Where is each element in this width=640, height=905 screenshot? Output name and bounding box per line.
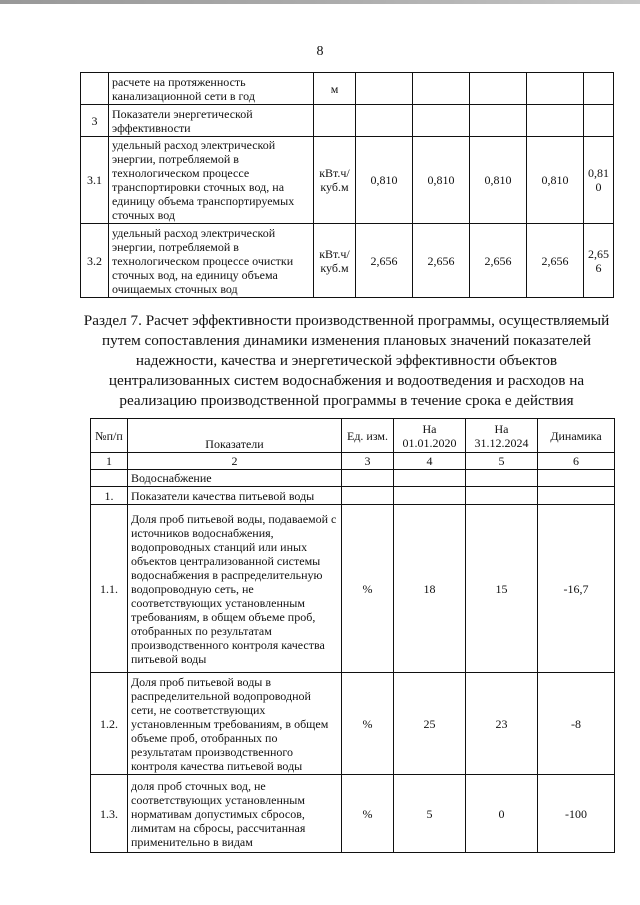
indicator-text: удельный расход электрической энергии, потребляемой в технологическом процессе транспортировки сточных вод, на единицу объема транспортируемых сточных вод (109, 137, 314, 224)
row-number: 3 (81, 105, 109, 137)
value-cell (538, 487, 615, 505)
unit-cell: м (314, 73, 356, 105)
indicator-text: Показатели качества питьевой воды (128, 487, 342, 505)
indicator-text: Показатели энергетической эффективности (109, 105, 314, 137)
top-indicators-table (80, 72, 614, 298)
column-number: 2 (128, 453, 342, 470)
header-start-date: На 01.01.2020 (394, 419, 466, 453)
value-cell (470, 105, 527, 137)
value-cell: 0,810 (356, 137, 413, 224)
value-cell (527, 73, 584, 105)
table-header-row (91, 419, 615, 453)
unit-cell: кВт.ч/куб.м (314, 224, 356, 298)
table-row (91, 470, 615, 487)
column-number-row (91, 453, 615, 470)
value-cell: 0,810 (413, 137, 470, 224)
table-row (91, 487, 615, 505)
table-row (81, 137, 614, 224)
unit-cell: % (342, 505, 394, 673)
value-cell: 2,656 (470, 224, 527, 298)
value-cell (394, 470, 466, 487)
value-cell: 0 (466, 775, 538, 853)
row-number: 3.2 (81, 224, 109, 298)
value-cell: 2,656 (413, 224, 470, 298)
scan-edge-artifact (0, 0, 640, 4)
value-cell (584, 73, 614, 105)
row-number (91, 470, 128, 487)
value-cell: 15 (466, 505, 538, 673)
page-number: 8 (316, 44, 324, 59)
header-unit: Ед. изм. (342, 419, 394, 453)
column-number: 6 (538, 453, 615, 470)
value-cell (584, 105, 614, 137)
unit-cell: % (342, 775, 394, 853)
value-cell: 0,810 (470, 137, 527, 224)
value-cell: 2,656 (527, 224, 584, 298)
value-cell (394, 487, 466, 505)
header-number: №п/п (91, 419, 128, 453)
row-number (81, 73, 109, 105)
value-cell: 25 (394, 673, 466, 775)
value-cell (470, 73, 527, 105)
column-number: 1 (91, 453, 128, 470)
unit-cell: % (342, 673, 394, 775)
value-cell (538, 470, 615, 487)
value-cell: 2,656 (584, 224, 614, 298)
value-cell (527, 105, 584, 137)
unit-cell (314, 105, 356, 137)
value-cell: 0,810 (527, 137, 584, 224)
unit-cell: кВт.ч/куб.м (314, 137, 356, 224)
row-number: 1.2. (91, 673, 128, 775)
value-cell (413, 105, 470, 137)
value-cell (413, 73, 470, 105)
column-number: 3 (342, 453, 394, 470)
value-cell (466, 487, 538, 505)
value-cell: 18 (394, 505, 466, 673)
efficiency-table (90, 418, 615, 853)
row-number: 1.1. (91, 505, 128, 673)
row-number: 1. (91, 487, 128, 505)
header-dynamics: Динамика (538, 419, 615, 453)
column-number: 4 (394, 453, 466, 470)
table-row (81, 73, 614, 105)
value-cell (356, 105, 413, 137)
header-end-date: На 31.12.2024 (466, 419, 538, 453)
indicator-text: Доля проб питьевой воды, подаваемой с источников водоснабжения, водопроводных станций или иных объектов централизованной системы водоснабжения в распределительную водопроводную сеть, не соответствующих установленным требованиям, в общем объеме проб, отобранных по результатам производственного контроля качества питьевой воды (128, 505, 342, 673)
value-cell: 5 (394, 775, 466, 853)
unit-cell (342, 487, 394, 505)
row-number: 3.1 (81, 137, 109, 224)
table-row (91, 505, 615, 673)
value-cell: 23 (466, 673, 538, 775)
value-cell: -8 (538, 673, 615, 775)
row-number: 1.3. (91, 775, 128, 853)
table-row (81, 105, 614, 137)
indicator-text: Водоснабжение (128, 470, 342, 487)
column-number: 5 (466, 453, 538, 470)
indicator-text: расчете на протяженность канализационной сети в год (109, 73, 314, 105)
indicator-text: удельный расход электрической энергии, потребляемой в технологическом процессе очистки сточных вод, на единицу объема очищаемых сточных вод (109, 224, 314, 298)
header-indicator: Показатели (128, 419, 342, 453)
value-cell: 2,656 (356, 224, 413, 298)
table-row (81, 224, 614, 298)
indicator-text: доля проб сточных вод, не соответствующих установленным нормативам допустимых сбросов, лимитам на сбросы, рассчитанная применительно в видам (128, 775, 342, 853)
table-row (91, 673, 615, 775)
section-heading: Раздел 7. Расчет эффективности производственной программы, осуществляемый путем сопоставления динамики изменения плановых значений показателей надежности, качества и энергетической эффективности объектов централизованных систем водоснабжения и водоотведения и расходов на реализацию производственной программы в течение срока е действия (83, 312, 610, 409)
value-cell: -16,7 (538, 505, 615, 673)
indicator-text: Доля проб питьевой воды в распределительной водопроводной сети, не соответствующих установленным требованиям, в общем объеме проб, отобранных по результатам производственного контроля качества питьевой воды (128, 673, 342, 775)
value-cell: -100 (538, 775, 615, 853)
value-cell: 0,810 (584, 137, 614, 224)
value-cell (466, 470, 538, 487)
value-cell (356, 73, 413, 105)
unit-cell (342, 470, 394, 487)
table-row (91, 775, 615, 853)
